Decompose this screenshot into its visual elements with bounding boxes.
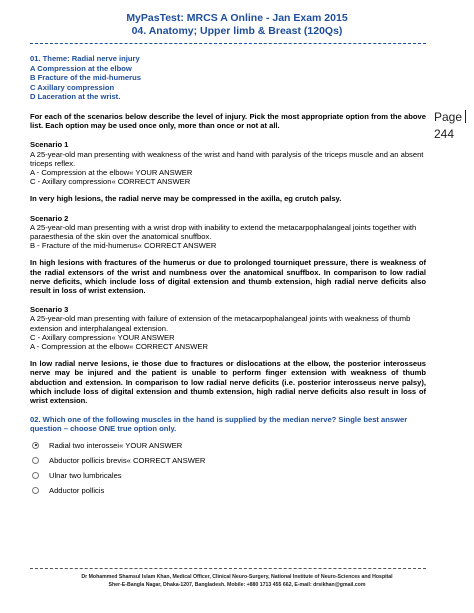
answer-option[interactable] xyxy=(30,453,426,468)
page-number-marker xyxy=(434,109,466,143)
instruction-text: For each of the scenarios below describe the level of injury. Pick the most appropriate option from the above list. Each option may be used once only, more than once or not at all. xyxy=(30,111,426,131)
header-divider xyxy=(30,43,426,44)
header-subtitle: 04. Anatomy; Upper limb & Breast (120Qs) xyxy=(131,25,343,37)
correct-answer: B - Fracture of the mid-humerus« CORRECT ANSWER xyxy=(30,241,217,251)
page-number: 244 xyxy=(434,127,455,141)
page-label: Page xyxy=(434,110,463,124)
correct-answer: A - Compression at the elbow« CORRECT ANSWER xyxy=(30,342,208,352)
correct-answer: C - Axillary compression« CORRECT ANSWER xyxy=(30,177,191,187)
scenario-title: Scenario 3 xyxy=(30,305,69,315)
explanation-text: In low radial nerve lesions, ie those due to fractures or dislocations at the elbow, the posterior interosseus nerve may be injured and the patient is unable to perform finger extension with weakness of thumb abduction and extension. In comparison to low radial nerve deficits (i.e. posterior interosseus nerve palsy), which include loss of digital extension and thumb extension, high radial nerve deficits also result in loss of wrist extension. xyxy=(30,359,426,406)
answer-option[interactable] xyxy=(30,483,426,498)
answer-option-label: Adductor pollicis xyxy=(49,485,105,495)
theme-option: C Axillary compression xyxy=(30,82,115,92)
scenario-text: A 25-year-old man presenting with failure of extension of the metacarpophalangeal joints with weakness of thumb extension and interphalangeal extension. xyxy=(30,314,411,333)
answer-option[interactable] xyxy=(30,468,426,483)
footer-divider xyxy=(30,568,426,569)
scenario-text: A 25-year-old man presenting with a wrist drop with inability to extend the metacarpophalangeal joints together with paraesthesia of the skin over the anatomical snuffbox. xyxy=(30,222,417,241)
page-label-divider xyxy=(465,110,466,123)
question-2-text: 02. Which one of the following muscles in the hand is supplied by the median nerve? Single best answer question – choose ONE true option only. xyxy=(30,415,408,434)
radio-selected-icon[interactable] xyxy=(32,442,39,449)
your-answer: A - Compression at the elbow« YOUR ANSWER xyxy=(30,167,193,177)
explanation-text: In high lesions with fractures of the humerus or due to prolonged tourniquet pressure, there is weakness of the radial extensors of the wrist and numbness over the anatomical snuffbox. In comparison to low radial nerve deficits, which include loss of digital extension and thumb extension, high radial nerve deficits also result in loss of wrist extension. xyxy=(30,258,426,296)
footer-line: Sher-E-Bangla Nagar, Dhaka-1207, Bangladesh. Mobile: +880 1713 455 662, E-mail: drsikhan@gmail.com xyxy=(108,582,366,588)
main-content xyxy=(30,48,426,498)
radio-icon[interactable] xyxy=(32,487,39,494)
radio-icon[interactable] xyxy=(32,457,39,464)
theme-option: A Compression at the elbow xyxy=(30,63,132,73)
answer-option-label: Radial two interossei« YOUR ANSWER xyxy=(49,440,183,450)
answer-option[interactable] xyxy=(30,438,426,453)
your-answer: C - Axillary compression« YOUR ANSWER xyxy=(30,332,175,342)
theme-option: B Fracture of the mid-humerus xyxy=(30,73,141,83)
answer-options xyxy=(30,438,426,498)
scenario-title: Scenario 2 xyxy=(30,213,69,223)
footer-line: Dr Mohammed Shamsul Islam Khan, Medical Officer, Clinical Neuro-Surgery, National Institute of Neuro-Sciences and Hospital xyxy=(81,574,393,580)
answer-option-label: Abductor pollicis brevis« CORRECT ANSWER xyxy=(49,455,206,465)
answer-option-label: Ulnar two lumbricales xyxy=(49,470,122,480)
scenario-text: A 25-year-old man presenting with weakness of the wrist and hand with paralysis of the triceps muscle and an absent triceps reflex. xyxy=(30,149,424,168)
explanation-text: In very high lesions, the radial nerve may be compressed in the axilla, eg crutch palsy. xyxy=(30,194,342,204)
theme-option: D Laceration at the wrist. xyxy=(30,92,121,102)
page-header xyxy=(0,12,474,38)
header-title: MyPasTest: MRCS A Online - Jan Exam 2015 xyxy=(126,12,348,24)
theme-block xyxy=(30,54,426,102)
page-footer xyxy=(0,573,474,589)
theme-title: 01. Theme: Radial nerve injury xyxy=(30,54,140,63)
scenario-title: Scenario 1 xyxy=(30,140,69,150)
radio-icon[interactable] xyxy=(32,472,39,479)
